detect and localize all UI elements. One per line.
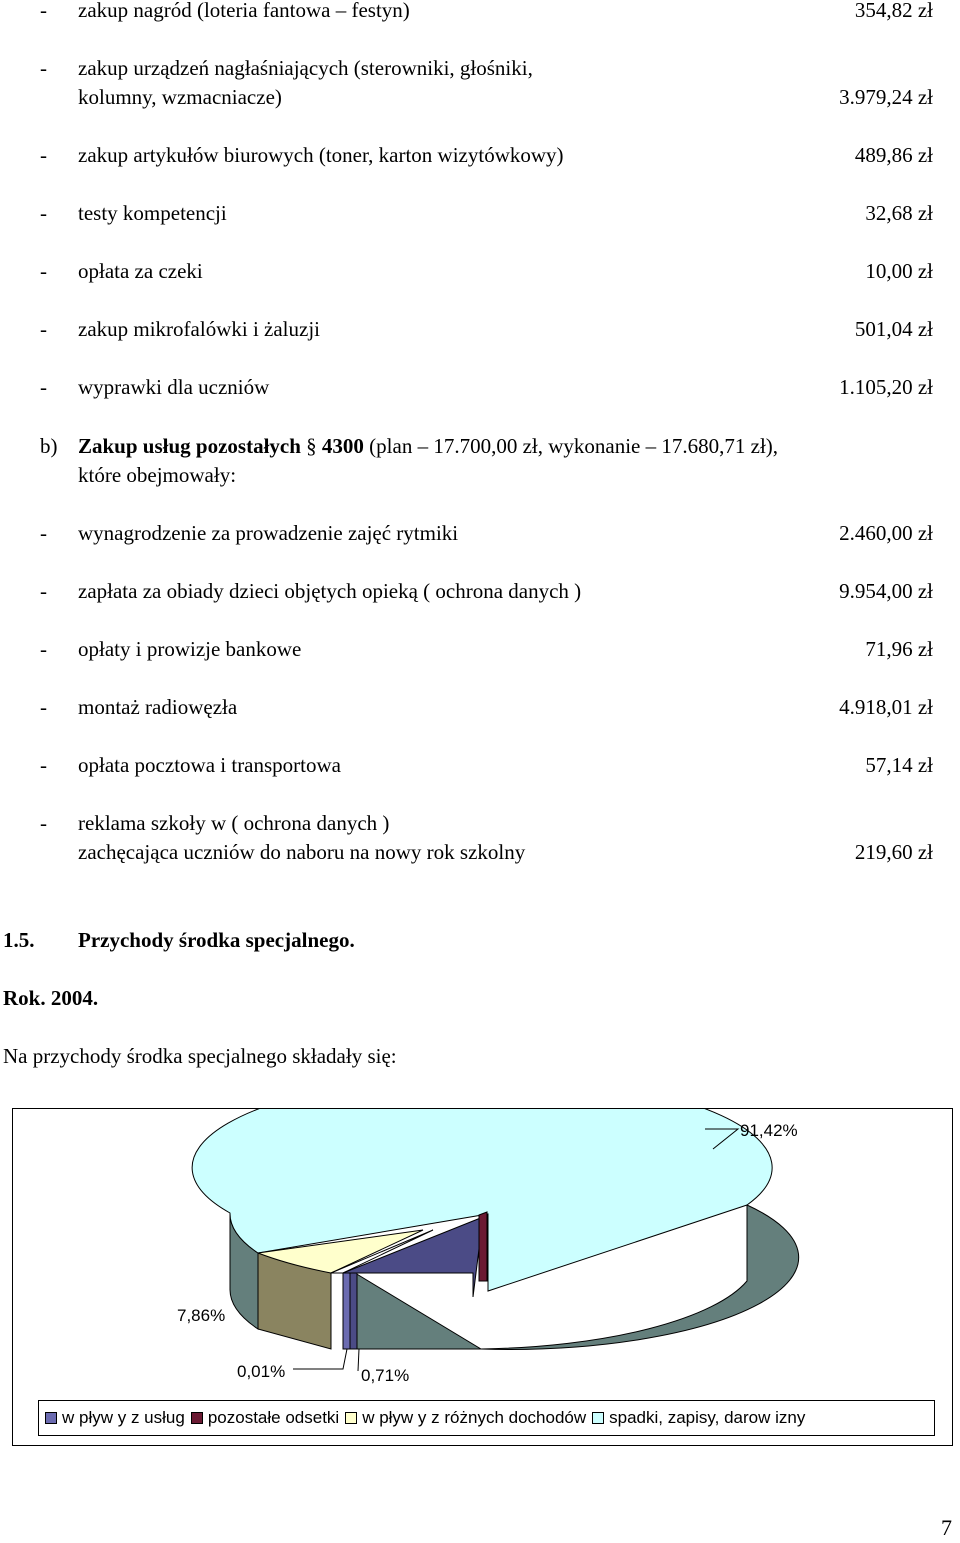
chart-legend	[38, 1400, 935, 1436]
section-b-letter: b)	[40, 434, 58, 458]
expense-b-text: reklama szkoły w ( ochrona danych )	[78, 811, 390, 835]
legend-item-odsetki	[191, 1408, 339, 1428]
legend-item-dochody	[345, 1408, 586, 1428]
expense-a-amount: 1.105,20 zł	[839, 375, 933, 399]
label-dochody: 0,01%	[237, 1362, 286, 1381]
expense-a-dash: -	[40, 0, 47, 22]
section-b-plan: (plan – 17.700,00 zł, wykonanie – 17.680,71 zł),	[369, 434, 779, 458]
expense-b-text: zapłata za obiady dzieci objętych opieką ( ochrona danych )	[78, 579, 582, 603]
expense-a-dash: -	[40, 375, 47, 399]
section-b-line2: które obejmowały:	[78, 463, 237, 487]
section-15-title: Przychody środka specjalnego.	[78, 928, 355, 952]
expense-a-text: zakup urządzeń nagłaśniających (sterowniki, głośniki,	[78, 56, 533, 80]
expense-b-text: opłata pocztowa i transportowa	[78, 753, 341, 777]
label-uslugi: 7,86%	[177, 1306, 226, 1325]
expense-b-amount: 71,96 zł	[865, 637, 933, 661]
legend-item-uslugi	[45, 1408, 185, 1428]
section-b-code: 4300	[321, 434, 364, 458]
paragraph-sign: §	[306, 434, 317, 458]
legend-label-dochody: w pływ y z różnych dochodów	[362, 1408, 587, 1427]
label-odsetki: 0,71%	[361, 1366, 410, 1385]
section-b-heading	[40, 433, 778, 460]
section-15-year: Rok. 2004.	[3, 986, 99, 1010]
legend-swatch-spadki	[592, 1412, 604, 1424]
expense-a-text: kolumny, wzmacniacze)	[78, 85, 282, 109]
expense-a-amount: 10,00 zł	[865, 259, 933, 283]
expense-a-amount: 354,82 zł	[854, 0, 933, 22]
expense-a-dash: -	[40, 317, 47, 341]
leader-001	[293, 1349, 347, 1369]
expense-a-text: zakup artykułów biurowych (toner, karton wizytówkowy)	[78, 143, 564, 167]
expense-a-text: testy kompetencji	[78, 201, 227, 225]
legend-swatch-uslugi	[45, 1412, 57, 1424]
expense-b-amount: 4.918,01 zł	[839, 695, 933, 719]
expense-b-text: opłaty i prowizje bankowe	[78, 637, 302, 661]
expense-b-text: montaż radiowęzła	[78, 695, 238, 719]
expense-b-amount: 2.460,00 zł	[839, 521, 933, 545]
expense-b-text: wynagrodzenie za prowadzenie zajęć rytmiki	[78, 521, 459, 545]
legend-swatch-dochody	[345, 1412, 357, 1424]
expense-a-dash: -	[40, 259, 47, 283]
expense-a-amount: 32,68 zł	[865, 201, 933, 225]
pie-slice-odsetki	[479, 1212, 487, 1281]
expense-b-amount: 57,14 zł	[865, 753, 933, 777]
expense-a-text: zakup nagród (loteria fantowa – festyn)	[78, 0, 410, 22]
legend-item-spadki	[592, 1408, 805, 1428]
expense-b-dash: -	[40, 521, 47, 545]
expense-a-amount: 3.979,24 zł	[839, 85, 933, 109]
expense-a-text: opłata za czeki	[78, 259, 203, 283]
expense-b-dash: -	[40, 695, 47, 719]
expense-a-text: wyprawki dla uczniów	[78, 375, 270, 399]
expense-a-amount: 501,04 zł	[854, 317, 933, 341]
expense-b-amount: 9.954,00 zł	[839, 579, 933, 603]
page-number: 7	[941, 1515, 952, 1540]
expense-b-dash: -	[40, 811, 47, 835]
section-b-title: Zakup usług pozostałych	[78, 434, 301, 458]
legend-label-uslugi: w pływ y z usług	[62, 1408, 185, 1427]
expense-b-dash: -	[40, 637, 47, 661]
expense-a-text: zakup mikrofalówki i żaluzji	[78, 317, 321, 341]
pie-side-uslugi	[350, 1273, 357, 1349]
expense-b-amount: 219,60 zł	[854, 840, 933, 864]
legend-label-spadki: spadki, zapisy, darow izny	[609, 1408, 806, 1427]
income-pie-chart	[12, 1108, 953, 1446]
pie-chart-svg	[13, 1109, 952, 1445]
label-spadki: 91,42%	[740, 1121, 798, 1140]
expense-a-dash: -	[40, 143, 47, 167]
section-15-intro: Na przychody środka specjalnego składały się:	[3, 1044, 397, 1068]
expense-b-text: zachęcająca uczniów do naboru na nowy rok szkolny	[78, 840, 526, 864]
section-15-number: 1.5.	[3, 928, 35, 952]
leader-071	[358, 1349, 359, 1371]
expense-a-dash: -	[40, 201, 47, 225]
expense-b-dash: -	[40, 579, 47, 603]
expense-b-dash: -	[40, 753, 47, 777]
expense-a-dash: -	[40, 56, 47, 80]
legend-swatch-odsetki	[191, 1412, 203, 1424]
expense-a-amount: 489,86 zł	[854, 143, 933, 167]
legend-label-odsetki: pozostałe odsetki	[207, 1408, 340, 1427]
pie-side-odsetki	[343, 1273, 350, 1349]
